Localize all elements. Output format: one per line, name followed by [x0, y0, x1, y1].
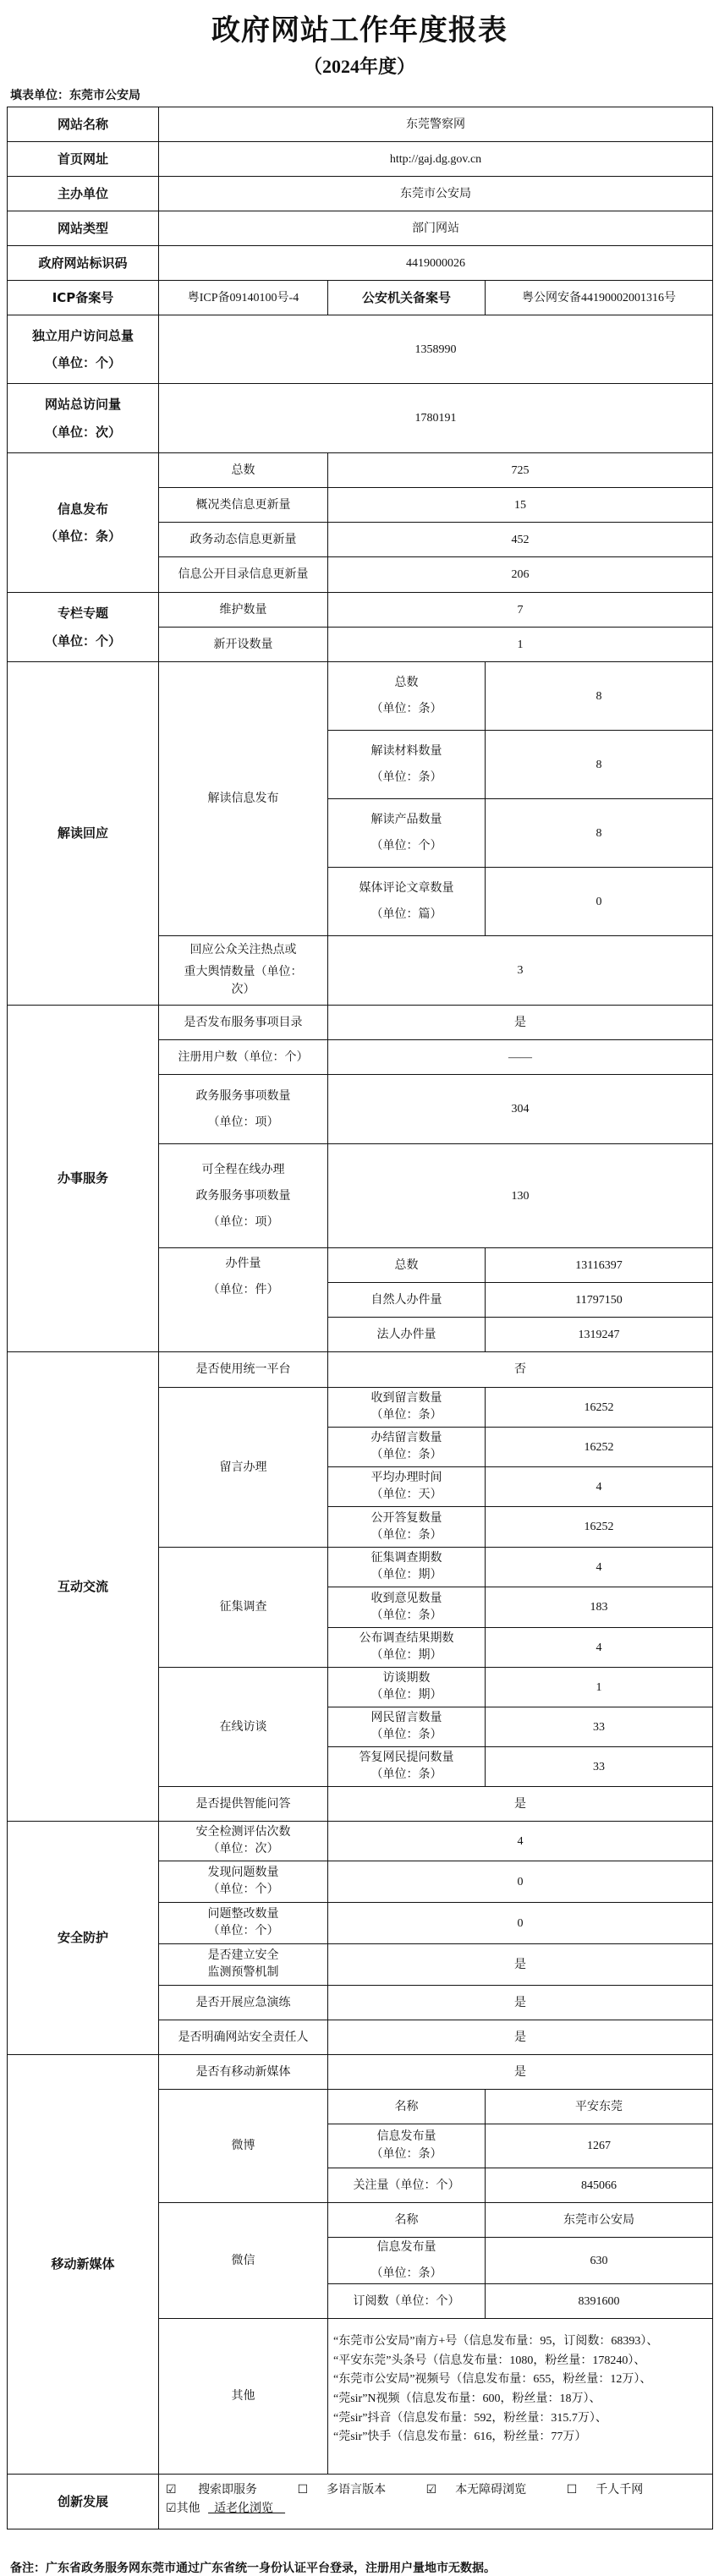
police-record-label: 公安机关备案号 [327, 280, 486, 315]
response-label: 回应公众关注热点或 重大舆情数量（单位： 次） [158, 935, 328, 1006]
online-items-value: 130 [327, 1143, 713, 1248]
other-media-item: “平安东莞”头条号（信息发布量：1080，粉丝量：178240）、 [333, 2354, 646, 2367]
other-media-item: “莞sir”N视频（信息发布量：600，粉丝量：18万）、 [333, 2392, 601, 2406]
interpret-row-label: 解读材料数量 （单位：条） [327, 730, 486, 799]
weibo-posts-value: 1267 [485, 2124, 713, 2168]
message-row-value: 16252 [485, 1506, 713, 1548]
smart-qa-label: 是否提供智能问答 [158, 1786, 328, 1822]
smart-qa-value: 是 [327, 1786, 713, 1822]
mobile-media-label: 移动新媒体 [7, 2054, 159, 2475]
survey-label: 征集调查 [158, 1547, 328, 1668]
message-row-label: 收到留言数量 （单位：条） [327, 1387, 486, 1428]
interpret-row-value: 8 [485, 798, 713, 868]
column-row-label: 新开设数量 [158, 627, 328, 662]
interview-row-label: 访谈期数 （单位：期） [327, 1667, 486, 1707]
message-row-value: 16252 [485, 1427, 713, 1467]
message-handling-label: 留言办理 [158, 1387, 328, 1548]
column-row-value: 7 [327, 592, 713, 628]
survey-row-value: 183 [485, 1587, 713, 1628]
emergency-drill-value: 是 [327, 1985, 713, 2020]
interpret-publish-label: 解读信息发布 [158, 661, 328, 936]
total-visits-label: 网站总访问量 （单位：次） [7, 383, 159, 453]
police-record-value: 粤公网安备44190002001316号 [485, 280, 713, 315]
info-row-value: 452 [327, 522, 713, 557]
wechat-label: 微信 [158, 2202, 328, 2319]
security-row-value: 4 [327, 1821, 713, 1861]
has-mobile-label: 是否有移动新媒体 [158, 2054, 328, 2090]
interpret-label: 解读回应 [7, 661, 159, 1006]
security-label: 安全防护 [7, 1821, 159, 2055]
site-name-value: 东莞警察网 [158, 107, 713, 142]
site-code-value: 4419000026 [158, 245, 713, 281]
wechat-subs-label: 订阅数（单位：个） [327, 2283, 486, 2319]
info-row-value: 725 [327, 452, 713, 488]
message-row-value: 4 [485, 1466, 713, 1507]
other-media-item: “东莞市公安局”南方+号（信息发布量：95，订阅数：68393）、 [333, 2335, 659, 2348]
column-row-value: 1 [327, 627, 713, 662]
interpret-row-value: 8 [485, 661, 713, 731]
interpret-row-value: 8 [485, 730, 713, 799]
checkbox-unchecked-icon[interactable]: ☐ [566, 2484, 578, 2497]
service-items-label: 政务服务事项数量 （单位：项） [158, 1074, 328, 1144]
security-row-value: 是 [327, 1943, 713, 1986]
cases-row-value: 13116397 [485, 1247, 713, 1283]
registered-users-label: 注册用户数（单位：个） [158, 1039, 328, 1075]
message-row-label: 办结留言数量 （单位：条） [327, 1427, 486, 1467]
checkbox-checked-icon[interactable]: ☑ [166, 2502, 177, 2516]
security-row-value: 0 [327, 1861, 713, 1903]
security-owner-label: 是否明确网站安全责任人 [158, 2020, 328, 2055]
site-type-value: 部门网站 [158, 211, 713, 246]
site-type-label: 网站类型 [7, 211, 159, 246]
survey-row-label: 收到意见数量 （单位：条） [327, 1587, 486, 1628]
report-year: （2024年度） [303, 56, 415, 77]
weibo-name-label: 名称 [327, 2089, 486, 2124]
weibo-followers-value: 845066 [485, 2168, 713, 2203]
info-row-value: 206 [327, 556, 713, 593]
cases-row-value: 11797150 [485, 1282, 713, 1318]
innovation-options [158, 2474, 713, 2529]
survey-row-label: 征集调查期数 （单位：期） [327, 1547, 486, 1587]
wechat-name-value: 东莞市公安局 [485, 2202, 713, 2238]
has-mobile-value: 是 [327, 2054, 713, 2090]
security-row-label: 是否建立安全 监测预警机制 [158, 1943, 328, 1986]
service-catalog-label: 是否发布服务事项目录 [158, 1005, 328, 1040]
cases-row-label: 法人办件量 [327, 1317, 486, 1352]
innovation-label: 创新发展 [7, 2474, 159, 2529]
interview-row-value: 33 [485, 1746, 713, 1787]
cases-row-value: 1319247 [485, 1317, 713, 1352]
service-label: 办事服务 [7, 1005, 159, 1352]
other-media-item: “莞sir”抖音（信息发布量：592，粉丝量：315.7万）、 [333, 2411, 607, 2425]
site-name-label: 网站名称 [7, 107, 159, 142]
sponsor-label: 主办单位 [7, 176, 159, 211]
interview-label: 在线访谈 [158, 1667, 328, 1787]
interpret-row-label: 媒体评论文章数量 （单位：篇） [327, 867, 486, 936]
checkbox-unchecked-icon[interactable]: ☐ [297, 2484, 309, 2497]
unique-visitors-label: 独立用户访问总量 （单位：个） [7, 315, 159, 384]
info-row-label: 概况类信息更新量 [158, 487, 328, 523]
cases-row-label: 自然人办件量 [327, 1282, 486, 1318]
total-visits-value: 1780191 [158, 383, 713, 453]
other-media-item: “东莞市公安局”视频号（信息发布量：655，粉丝量：12万）、 [333, 2373, 652, 2387]
other-media-list [327, 2318, 713, 2475]
wechat-posts-label: 信息发布量 （单位：条） [327, 2237, 486, 2284]
page-title: 政府网站工作年度报表 [211, 15, 508, 47]
message-row-label: 平均办理时间 （单位：天） [327, 1466, 486, 1507]
survey-row-value: 4 [485, 1627, 713, 1668]
column-row-label: 维护数量 [158, 592, 328, 628]
online-items-label: 可全程在线办理 政务服务事项数量 （单位：项） [158, 1143, 328, 1248]
security-owner-value: 是 [327, 2020, 713, 2055]
sponsor-value: 东莞市公安局 [158, 176, 713, 211]
innovation-options-row [166, 2481, 680, 2500]
unique-visitors-value: 1358990 [158, 315, 713, 384]
site-code-label: 政府网站标识码 [7, 245, 159, 281]
security-row-label: 发现问题数量 （单位：个） [158, 1861, 328, 1903]
survey-row-value: 4 [485, 1547, 713, 1587]
wechat-subs-value: 8391600 [485, 2283, 713, 2319]
other-media-item: “莞sir”快手（信息发布量：616，粉丝量：77万） [333, 2431, 587, 2444]
interpret-row-label: 总数 （单位：条） [327, 661, 486, 731]
message-row-value: 16252 [485, 1387, 713, 1428]
unified-platform-label: 是否使用统一平台 [158, 1351, 328, 1388]
icp-label: ICP备案号 [7, 280, 159, 315]
info-publish-label: 信息发布 （单位：条） [7, 452, 159, 593]
wechat-name-label: 名称 [327, 2202, 486, 2238]
wechat-posts-value: 630 [485, 2237, 713, 2284]
option-other[interactable]: ☑其他 适老化浏览 [166, 2502, 286, 2516]
other-innovation-value: 适老化浏览 [208, 2502, 286, 2516]
column-topic-label: 专栏专题 （单位：个） [7, 592, 159, 662]
info-row-label: 政务动态信息更新量 [158, 522, 328, 557]
service-catalog-value: 是 [327, 1005, 713, 1040]
icp-value: 粤ICP备09140100号-4 [158, 280, 328, 315]
service-items-value: 304 [327, 1074, 713, 1144]
unified-platform-value: 否 [327, 1351, 713, 1388]
cases-row-label: 总数 [327, 1247, 486, 1283]
homepage-value[interactable]: http://gaj.dg.gov.cn [158, 141, 713, 177]
survey-row-label: 公布调查结果期数 （单位：期） [327, 1627, 486, 1668]
weibo-posts-label: 信息发布量 （单位：条） [327, 2124, 486, 2168]
cases-label: 办件量 （单位：件） [158, 1247, 328, 1352]
interact-label: 互动交流 [7, 1351, 159, 1822]
option-multilingual[interactable]: ☐ 多语言版本 [297, 2484, 387, 2497]
security-row-label: 安全检测评估次数 （单位：次） [158, 1821, 328, 1861]
interpret-row-value: 0 [485, 867, 713, 936]
option-search-service[interactable]: ☑ 搜索即服务 [166, 2484, 258, 2497]
registered-users-value: —— [327, 1039, 713, 1075]
option-accessibility[interactable]: ☑ 本无障碍浏览 [425, 2484, 527, 2497]
emergency-drill-label: 是否开展应急演练 [158, 1985, 328, 2020]
info-row-label: 信息公开目录信息更新量 [158, 556, 328, 593]
weibo-label: 微博 [158, 2089, 328, 2203]
homepage-label: 首页网址 [7, 141, 159, 177]
response-value: 3 [327, 935, 713, 1006]
checkbox-checked-icon[interactable]: ☑ [166, 2484, 177, 2497]
security-row-label: 问题整改数量 （单位：个） [158, 1902, 328, 1944]
info-row-value: 15 [327, 487, 713, 523]
interpret-row-label: 解读产品数量 （单位：个） [327, 798, 486, 868]
info-row-label: 总数 [158, 452, 328, 488]
weibo-followers-label: 关注量（单位：个） [327, 2168, 486, 2203]
footnote: 备注：广东省政务服务网东莞市通过广东省统一身份认证平台登录，注册用户量地市无数据。 [10, 2562, 496, 2575]
other-media-label: 其他 [158, 2318, 328, 2475]
checkbox-checked-icon[interactable]: ☑ [425, 2484, 437, 2497]
filling-unit: 填表单位：东莞市公安局 [10, 89, 140, 102]
security-row-value: 0 [327, 1902, 713, 1944]
interview-row-value: 33 [485, 1707, 713, 1747]
weibo-name-value: 平安东莞 [485, 2089, 713, 2124]
message-row-label: 公开答复数量 （单位：条） [327, 1506, 486, 1548]
interview-row-value: 1 [485, 1667, 713, 1707]
interview-row-label: 网民留言数量 （单位：条） [327, 1707, 486, 1747]
option-personalized[interactable]: ☐ 千人千网 [566, 2484, 644, 2497]
interview-row-label: 答复网民提问数量 （单位：条） [327, 1746, 486, 1787]
